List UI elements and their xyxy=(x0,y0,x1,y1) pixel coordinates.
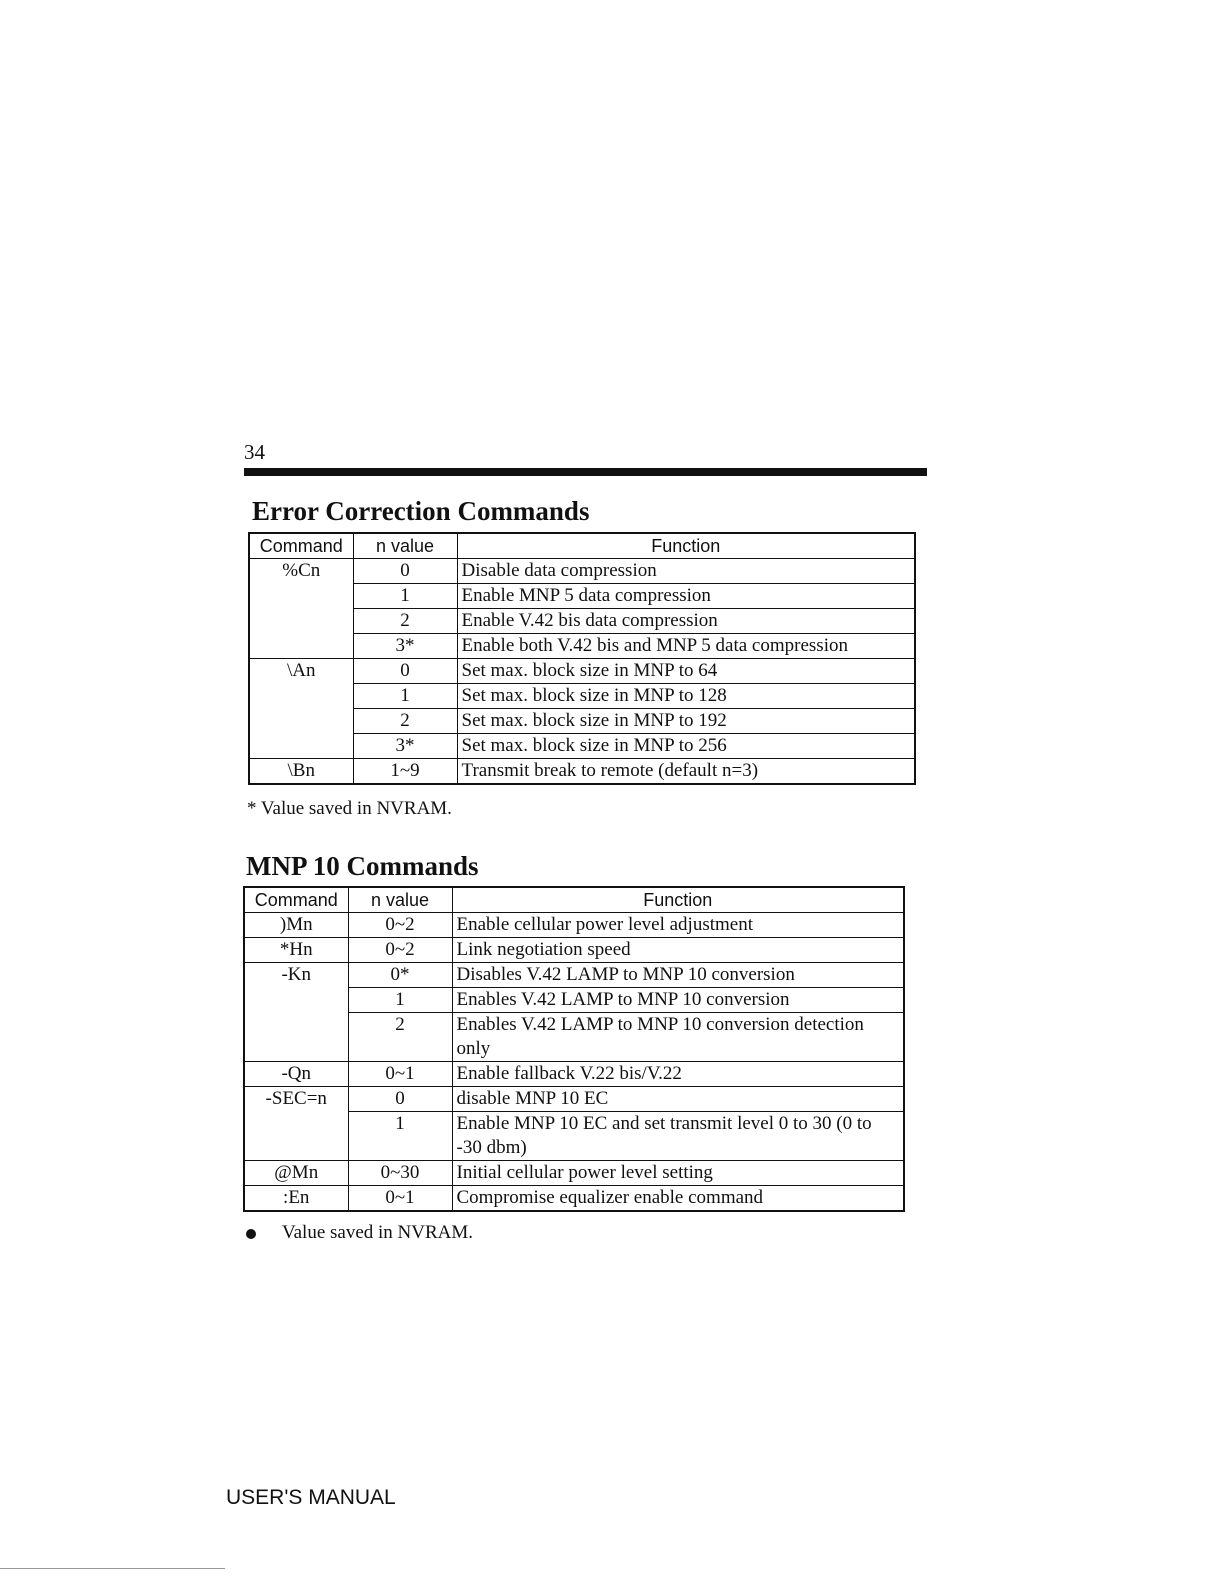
command-cell xyxy=(249,684,353,709)
function-cell: Enable cellular power level adjustment xyxy=(452,913,904,938)
n-value-cell: 3* xyxy=(353,634,457,659)
column-header-n-value: n value xyxy=(348,887,452,913)
table-row xyxy=(244,1186,904,1212)
table-row xyxy=(244,1062,904,1087)
n-value-cell: 1 xyxy=(348,1112,452,1161)
command-cell xyxy=(244,1112,348,1161)
function-cell: Set max. block size in MNP to 64 xyxy=(457,659,915,684)
n-value-cell: 3* xyxy=(353,734,457,759)
function-cell: Set max. block size in MNP to 192 xyxy=(457,709,915,734)
table-row xyxy=(249,559,915,584)
column-header-command: Command xyxy=(249,533,353,559)
function-cell: Disables V.42 LAMP to MNP 10 conversion xyxy=(452,963,904,988)
n-value-cell: 1~9 xyxy=(353,759,457,785)
table-row xyxy=(249,684,915,709)
command-cell: )Mn xyxy=(244,913,348,938)
error-correction-table xyxy=(248,532,916,785)
command-cell xyxy=(249,709,353,734)
table-row xyxy=(249,759,915,785)
command-cell xyxy=(249,609,353,634)
bottom-rule xyxy=(0,1568,225,1569)
command-cell xyxy=(249,584,353,609)
function-cell: Enable fallback V.22 bis/V.22 xyxy=(452,1062,904,1087)
table-row xyxy=(244,938,904,963)
function-cell: Link negotiation speed xyxy=(452,938,904,963)
table-row xyxy=(244,1161,904,1186)
table-row xyxy=(244,963,904,988)
command-cell: -SEC=n xyxy=(244,1087,348,1112)
nvram-note-text: Value saved in NVRAM. xyxy=(282,1222,474,1243)
mnp10-title: MNP 10 Commands xyxy=(246,851,479,881)
column-header-command: Command xyxy=(244,887,348,913)
function-cell: Enables V.42 LAMP to MNP 10 conversion detection only xyxy=(452,1013,904,1062)
command-cell xyxy=(244,1013,348,1062)
table-row xyxy=(249,659,915,684)
function-cell: Disable data compression xyxy=(457,559,915,584)
command-cell: :En xyxy=(244,1186,348,1212)
n-value-cell: 1 xyxy=(348,988,452,1013)
n-value-cell: 2 xyxy=(353,709,457,734)
column-header-n-value: n value xyxy=(353,533,457,559)
function-cell: Compromise equalizer enable command xyxy=(452,1186,904,1212)
table-row xyxy=(244,913,904,938)
header-rule xyxy=(244,468,927,476)
n-value-cell: 1 xyxy=(353,684,457,709)
bullet-icon xyxy=(246,1229,256,1239)
table-header-row xyxy=(249,533,915,559)
table-row xyxy=(249,609,915,634)
n-value-cell: 0~30 xyxy=(348,1161,452,1186)
command-cell xyxy=(244,988,348,1013)
command-cell: *Hn xyxy=(244,938,348,963)
n-value-cell: 0~1 xyxy=(348,1186,452,1212)
table-row xyxy=(244,1013,904,1062)
function-cell: Enable MNP 5 data compression xyxy=(457,584,915,609)
command-cell: \An xyxy=(249,659,353,684)
command-cell: %Cn xyxy=(249,559,353,584)
n-value-cell: 0 xyxy=(348,1087,452,1112)
n-value-cell: 0 xyxy=(353,659,457,684)
footer-manual-title: USER'S MANUAL xyxy=(226,1486,396,1509)
function-cell: Set max. block size in MNP to 256 xyxy=(457,734,915,759)
command-cell xyxy=(249,634,353,659)
n-value-cell: 2 xyxy=(353,609,457,634)
page-number: 34 xyxy=(244,440,265,464)
n-value-cell: 0 xyxy=(353,559,457,584)
command-cell: -Qn xyxy=(244,1062,348,1087)
table-row xyxy=(249,734,915,759)
command-cell xyxy=(249,734,353,759)
function-cell: Initial cellular power level setting xyxy=(452,1161,904,1186)
table-header-row xyxy=(244,887,904,913)
nvram-note: * Value saved in NVRAM. xyxy=(247,798,452,819)
nvram-note-bulleted xyxy=(246,1222,473,1244)
function-cell: Enable MNP 10 EC and set transmit level 0 to 30 (0 to -30 dbm) xyxy=(452,1112,904,1161)
table-row xyxy=(249,709,915,734)
mnp10-table xyxy=(243,886,905,1212)
command-cell: @Mn xyxy=(244,1161,348,1186)
function-cell: Transmit break to remote (default n=3) xyxy=(457,759,915,785)
table-row xyxy=(244,1112,904,1161)
error-correction-title: Error Correction Commands xyxy=(252,496,590,526)
command-cell: \Bn xyxy=(249,759,353,785)
function-cell: Set max. block size in MNP to 128 xyxy=(457,684,915,709)
table-row xyxy=(249,584,915,609)
table-row xyxy=(244,988,904,1013)
n-value-cell: 0~2 xyxy=(348,913,452,938)
function-cell: Enables V.42 LAMP to MNP 10 conversion xyxy=(452,988,904,1013)
column-header-function: Function xyxy=(457,533,915,559)
function-cell: disable MNP 10 EC xyxy=(452,1087,904,1112)
function-cell: Enable V.42 bis data compression xyxy=(457,609,915,634)
n-value-cell: 2 xyxy=(348,1013,452,1062)
n-value-cell: 1 xyxy=(353,584,457,609)
column-header-function: Function xyxy=(452,887,904,913)
n-value-cell: 0* xyxy=(348,963,452,988)
n-value-cell: 0~2 xyxy=(348,938,452,963)
function-cell: Enable both V.42 bis and MNP 5 data compression xyxy=(457,634,915,659)
command-cell: -Kn xyxy=(244,963,348,988)
n-value-cell: 0~1 xyxy=(348,1062,452,1087)
table-row xyxy=(249,634,915,659)
table-row xyxy=(244,1087,904,1112)
